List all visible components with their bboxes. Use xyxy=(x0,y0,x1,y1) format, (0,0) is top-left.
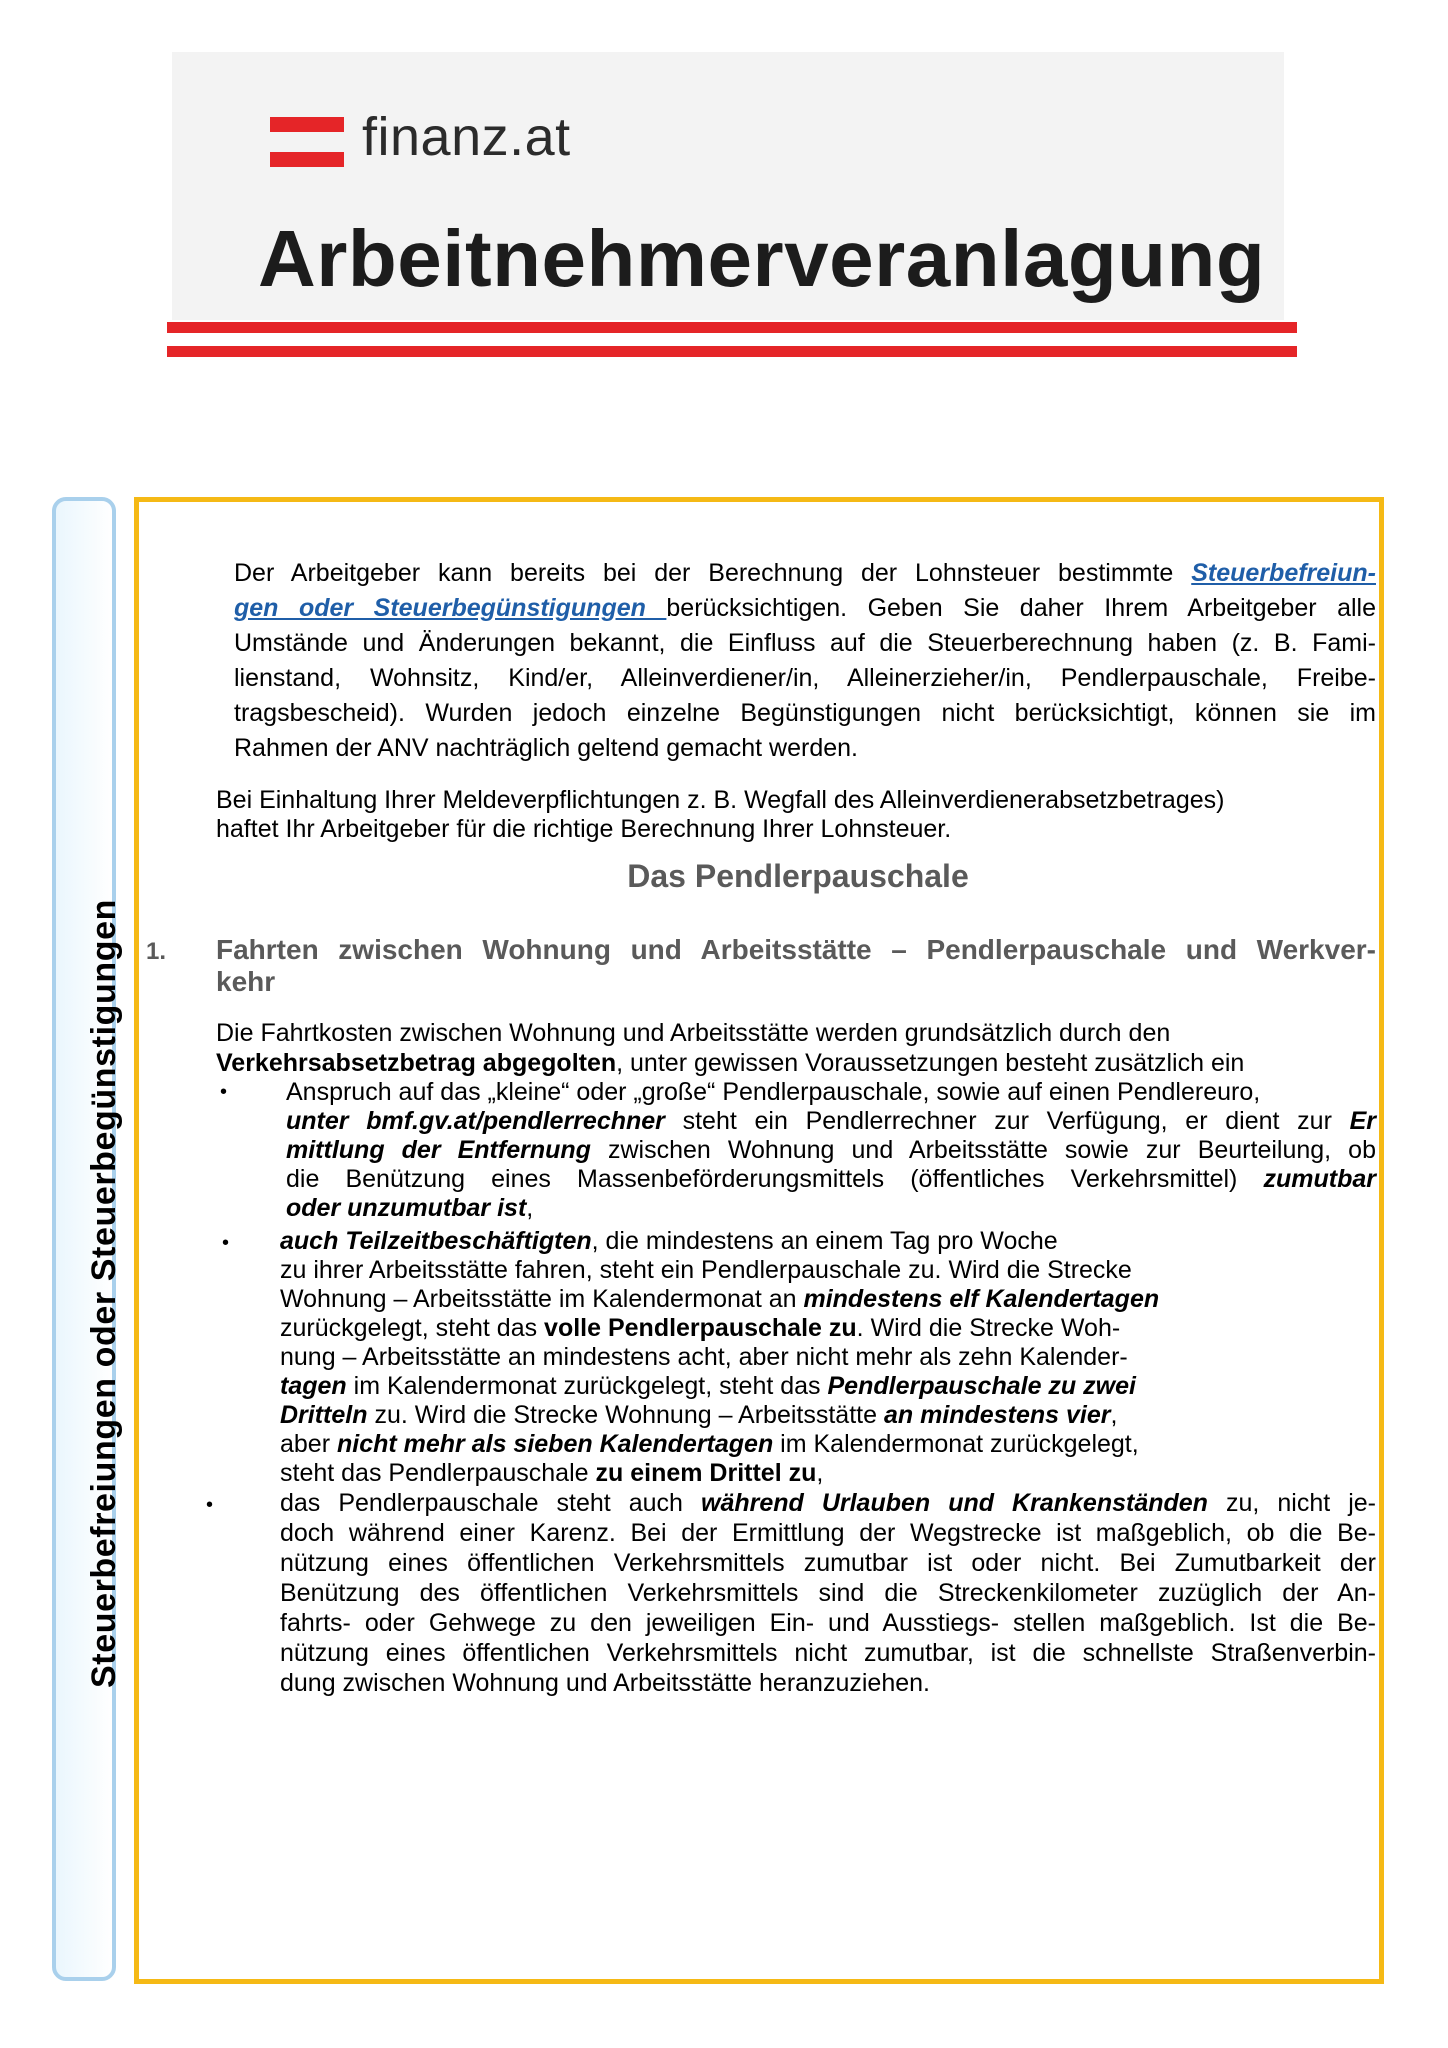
bullet-3-line-6: nützung eines öffentlichen Verkehrsmittels nicht zumutbar, ist die schnellste Straßenverbin- xyxy=(280,1639,1376,1667)
bullet-1-line-5: oder unzumutbar ist, xyxy=(286,1194,534,1222)
bullet-3-line-3: nützung eines öffentlichen Verkehrsmittels zumutbar ist oder nicht. Bei Zumutbarkeit der xyxy=(280,1549,1376,1577)
intro-line-6: Rahmen der ANV nachträglich geltend gemacht werden. xyxy=(234,734,858,762)
bullet-2-line-6: tagen im Kalendermonat zurückgelegt, steht das Pendlerpauschale zu zwei xyxy=(280,1372,1136,1400)
intro-line-3: Umstände und Änderungen bekannt, die Einfluss auf die Steuerberechnung haben (z. B. Fami- xyxy=(234,629,1376,657)
bullet-icon: • xyxy=(206,1494,214,1516)
page-title: Arbeitnehmerveranlagung xyxy=(258,214,1266,303)
bullet-icon: • xyxy=(222,1232,230,1254)
bullet-2-line-4: zurückgelegt, steht das volle Pendlerpauschale zu. Wird die Strecke Woh- xyxy=(280,1314,1121,1342)
tax-exemption-link-cont[interactable]: gen oder Steuerbegünstigungen xyxy=(234,594,667,622)
header-stripe-top xyxy=(167,322,1297,333)
bullet-1-line-1: Anspruch auf das „kleine“ oder „große“ Pendlerpauschale, sowie auf einen Pendlereuro, xyxy=(286,1078,1261,1106)
bullet-3-line-7: dung zwischen Wohnung und Arbeitsstätte heranzuziehen. xyxy=(280,1669,930,1697)
section-title-line-1: Fahrten zwischen Wohnung und Arbeitsstätte – Pendlerpauschale und Werkver- xyxy=(216,934,1376,965)
liability-line-2: haftet Ihr Arbeitgeber für die richtige Berechnung Ihrer Lohnsteuer. xyxy=(216,815,952,843)
intro-line-2: gen oder Steuerbegünstigungen berücksichtigen. Geben Sie daher Ihrem Arbeitgeber alle xyxy=(234,594,1376,622)
header-stripe-bottom xyxy=(167,346,1297,357)
sidebar-label: Steuerbefreiungen oder Steuerbegünstigungen xyxy=(85,899,123,1688)
brand-logo-text: finanz.at xyxy=(362,107,571,167)
bullet-3-line-4: Benützung des öffentlichen Verkehrsmittels sind die Streckenkilometer zuzüglich der An- xyxy=(280,1579,1376,1607)
bullet-2-line-9: steht das Pendlerpauschale zu einem Drittel zu, xyxy=(280,1459,824,1487)
bullet-icon: • xyxy=(220,1081,228,1103)
section-title-line-2: kehr xyxy=(216,966,276,997)
liability-line-1: Bei Einhaltung Ihrer Meldeverpflichtungen z. B. Wegfall des Alleinverdienerabsetzbetrages) xyxy=(216,786,1225,814)
bullet-3-line-5: fahrts- oder Gehwege zu den jeweiligen Ein- und Ausstiegs- stellen maßgeblich. Ist die Be- xyxy=(280,1609,1376,1637)
austrian-flag-icon xyxy=(270,117,344,167)
bullet-2-line-5: nung – Arbeitsstätte an mindestens acht, aber nicht mehr als zehn Kalender- xyxy=(280,1343,1128,1371)
bullet-3-line-2: doch während einer Karenz. Bei der Ermittlung der Wegstrecke ist maßgeblich, ob die Be- xyxy=(280,1519,1376,1547)
bullet-2-line-3: Wohnung – Arbeitsstätte im Kalendermonat an mindestens elf Kalendertagen xyxy=(280,1285,1160,1313)
section-number: 1. xyxy=(146,938,167,965)
bullet-3-line-1: das Pendlerpauschale steht auch während Urlauben und Krankenständen zu, nicht je- xyxy=(280,1489,1376,1517)
bullet-2-line-7: Dritteln zu. Wird die Strecke Wohnung – Arbeitsstätte an mindestens vier, xyxy=(280,1401,1118,1429)
bullet-1-line-4: die Benützung eines Massenbeförderungsmittels (öffentliches Verkehrsmittel) zumutbar xyxy=(286,1165,1376,1193)
intro-line-5: tragsbescheid). Wurden jedoch einzelne Begünstigungen nicht berücksichtigt, können sie im xyxy=(234,699,1376,727)
bullet-1-line-3: mittlung der Entfernung zwischen Wohnung und Arbeitsstätte sowie zur Beurteilung, ob xyxy=(286,1136,1376,1164)
bullet-2-line-1: auch Teilzeitbeschäftigten, die mindestens an einem Tag pro Woche xyxy=(280,1227,1058,1255)
bullet-1-line-2: unter bmf.gv.at/pendlerrechner steht ein Pendlerrechner zur Verfügung, er dient zur Er xyxy=(286,1107,1377,1135)
section-subtitle: Das Pendlerpauschale xyxy=(627,858,969,894)
bullet-2-line-2: zu ihrer Arbeitsstätte fahren, steht ein Pendlerpauschale zu. Wird die Strecke xyxy=(280,1256,1132,1284)
section-paragraph-line-2: Verkehrsabsetzbetrag abgegolten, unter gewissen Voraussetzungen besteht zusätzlich ein xyxy=(216,1049,1245,1077)
bullet-2-line-8: aber nicht mehr als sieben Kalendertagen im Kalendermonat zurückgelegt, xyxy=(280,1430,1139,1458)
intro-line-4: lienstand, Wohnsitz, Kind/er, Alleinverdiener/in, Alleinerzieher/in, Pendlerpauschale, Freibe- xyxy=(234,664,1376,692)
section-paragraph-line-1: Die Fahrtkosten zwischen Wohnung und Arbeitsstätte werden grundsätzlich durch den xyxy=(216,1019,1171,1047)
tax-exemption-link[interactable]: Steuerbefreiun- xyxy=(1191,559,1376,587)
intro-line-1: Der Arbeitgeber kann bereits bei der Berechnung der Lohnsteuer bestimmte Steuerbefreiun- xyxy=(234,559,1376,587)
